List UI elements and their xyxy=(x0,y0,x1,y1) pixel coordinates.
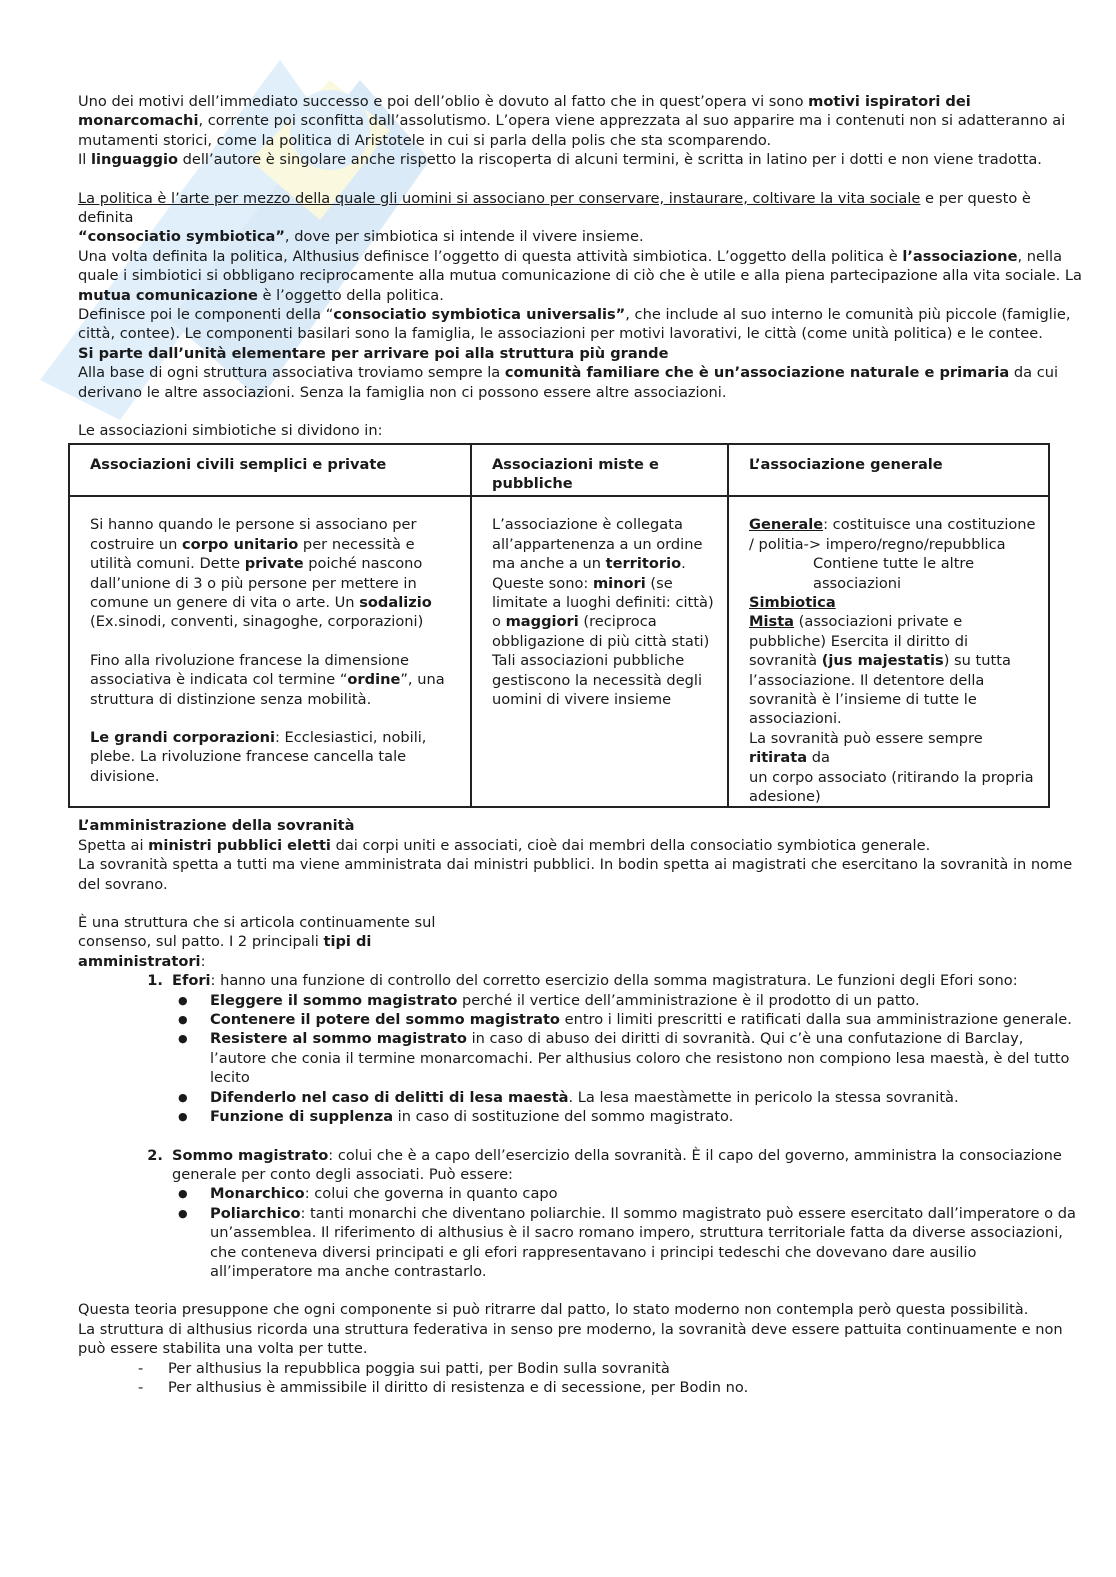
amministrazione-p2: La sovranità spetta a tutti ma viene amministrata dai ministri pubblici. In bodin spetta ai magistrati che esercitano la sovranità in nome del sovrano. xyxy=(78,856,1073,893)
list-item: - Per althusius è ammissibile il diritto di resistenza e di secessione, per Bodin no. xyxy=(168,1378,1083,1397)
document-page xyxy=(78,92,1083,1397)
list-item: ● Funzione di supplenza in caso di sostituzione del sommo magistrato. xyxy=(210,1107,1083,1126)
oggetto-paragraph: Una volta definita la politica, Althusius definisce l’oggetto di questa attività simbiotica. L’oggetto della politica è l’associazione, nella quale i simbiotici si obbligano reciprocamente alla mutua comunicazione di ciò che è utile e alla piena partecipazione alla vita sociale. La mutua comunicazione è l’oggetto della politica. xyxy=(78,247,1082,304)
amministratori-list xyxy=(78,971,1083,1281)
associations-table xyxy=(68,443,1050,809)
unita-heading: Si parte dall’unità elementare per arrivare poi alla struttura più grande xyxy=(78,344,669,362)
divisione-line: Le associazioni simbiotiche si dividono in: xyxy=(78,422,383,440)
header-civili: Associazioni civili semplici e private xyxy=(69,444,471,497)
componenti-paragraph: Definisce poi le componenti della “consociatio symbiotica universalis”, che include al suo interno le comunità più piccole (famiglie, città, contee). Le componenti basilari sono la famiglia, le associazioni per motivi lavorativi, le città (come unità politica) e le contee. xyxy=(78,306,1071,343)
base-paragraph: Alla base di ogni struttura associativa troviamo sempre la comunità familiare che è un’associazione naturale e primaria da cui derivano le altre associazioni. Senza la famiglia non ci possono essere altre associazioni. xyxy=(78,364,1059,401)
cell-miste: L’associazione è collegata all’appartenenza a un ordine ma anche a un territorio. Queste sono: minori (se limitate a luoghi definiti: città) o maggiori (reciproca obbligazione di più città stati) Tali associazioni pubbliche gestiscono la necessità degli uomini di vivere insieme xyxy=(471,496,728,807)
list-item: ● Resistere al sommo magistrato in caso di abuso dei diritti di sovranità. Qui c’è una confutazione di Barclay, l’autore che conia il termine monarcomachi. Per althusius coloro che resistono non compiono lesa maestà, è del tutto lecito xyxy=(210,1029,1083,1087)
amministrazione-p3: È una struttura che si articola continuamente sul consenso, sul patto. I 2 principali tipi di amministratori: xyxy=(78,914,436,970)
list-item: ● Poliarchico: tanti monarchi che diventano poliarchie. Il sommo magistrato può essere esercitato dall’imperatore o da un’assemblea. Il riferimento di althusius è il sacro romano impero, struttura territoriale fatta da diverse associazioni, che conteneva diversi principati e gli efori rappresentavano i principi tedeschi che dovevano dare ausilio all’imperatore ma anche contrastarlo. xyxy=(210,1204,1083,1282)
politica-definition: La politica è l’arte per mezzo della quale gli uomini si associano per conservare, instaurare, coltivare la vita sociale e per questo è definita xyxy=(78,189,1031,227)
intro-paragraph-1: Uno dei motivi dell’immediato successo e poi dell’oblio è dovuto al fatto che in quest’opera vi sono motivi ispiratori dei monarcomachi, corrente poi sconfitta dall’assolutismo. L’opera viene apprezzata al suo apparire ma i contenuti non si adatteranno ai mutamenti storici, come la politica di Aristotele in cui si parla della polis che sta scomparendo. xyxy=(78,93,1066,149)
cell-civili: Si hanno quando le persone si associano per costruire un corpo unitario per necessità e utilità comuni. Dette private poiché nascono dall’unione di 3 o più persone per mettere in comune un genere di vita o arte. Un sodalizio (Ex.sinodi, conventi, sinagoghe, corporazioni) Fino alla rivoluzione francese la dimensione associativa è indicata col termine “ordine”, una struttura di distinzione senza mobilità. Le grandi corporazioni: Ecclesiastici, nobili, plebe. La rivoluzione francese cancella tale divisione. xyxy=(69,496,471,807)
header-miste: Associazioni miste e pubbliche xyxy=(471,444,728,497)
list-item-sommo: 2. Sommo magistrato: colui che è a capo dell’esercizio della sovranità. È il capo del governo, amministra la consociazione generale per conto degli associati. Può essere: ● Monarchico: colui che governa in quanto capo ● Poliarchico: tanti monarchi che diventano poliarchie. Il sommo magistrato può essere esercitato dall’imperatore o da un’assemblea. Il riferimento di althusius è il sacro romano impero, struttura territoriale fatta da diverse associazioni, che conteneva diversi principati e gli efori rappresentavano i principi tedeschi che dovevano dare ausilio all’imperatore ma anche contrastarlo. xyxy=(168,1146,1083,1282)
header-generale: L’associazione generale xyxy=(728,444,1049,497)
list-item: ● Eleggere il sommo magistrato perché il vertice dell’amministrazione è il prodotto di un patto. xyxy=(210,991,1083,1010)
efori-functions xyxy=(172,991,1083,1127)
sommo-types xyxy=(172,1184,1083,1281)
consociatio-line: “consociatio symbiotica”, dove per simbiotica si intende il vivere insieme. xyxy=(78,228,644,246)
list-item: ● Monarchico: colui che governa in quanto capo xyxy=(210,1184,1083,1203)
list-item-efori: 1. Efori: hanno una funzione di controllo del corretto esercizio della somma magistratura. Le funzioni degli Efori sono: ● Eleggere il sommo magistrato perché il vertice dell’amministrazione è il prodotto di un patto. ● Contenere il potere del sommo magistrato entro i limiti prescritti e ratificati dalla sua amministrazione generale. ● Resistere al sommo magistrato in caso di abuso dei diritti di sovranità. Qui c’è una confutazione di Barclay, l’autore che conia il termine monarcomachi. Per althusius coloro che resistono non compiono lesa maestà, è del tutto lecito ● Difenderlo nel caso di delitti di lesa maestà. La lesa maestàmette in pericolo la stessa sovranità. ● Funzione di supplenza in caso di sostituzione del sommo magistrato. xyxy=(168,971,1083,1145)
cell-generale: Generale: costituisce una costituzione / politia-> impero/regno/repubblica Contiene tutte le altre associazioni Simbiotica Mista (associazioni private e pubbliche) Esercita il diritto di sovranità (jus majestatis) su tutta l’associazione. Il detentore della sovranità è l’insieme di tutte le associazioni. La sovranità può essere sempre ritirata da un corpo associato (ritirando la propria adesione) xyxy=(728,496,1049,807)
intro-paragraph-2: Il linguaggio dell’autore è singolare anche rispetto la riscoperta di alcuni termini, è scritta in latino per i dotti e non viene tradotta. xyxy=(78,151,1042,169)
conclusion-p2: La struttura di althusius ricorda una struttura federativa in senso pre moderno, la sovranità deve essere pattuita continuamente e non può essere stabilita una volta per tutte. xyxy=(78,1320,1063,1358)
amministrazione-heading: L’amministrazione della sovranità xyxy=(78,817,355,835)
amministrazione-p1: Spetta ai ministri pubblici eletti dai corpi uniti e associati, cioè dai membri della consociatio symbiotica generale. xyxy=(78,836,931,854)
table-row xyxy=(69,496,1049,807)
conclusion-p1: Questa teoria presuppone che ogni componente si può ritrarre dal patto, lo stato moderno non contempla però questa possibilità. xyxy=(78,1301,1029,1319)
list-item: - Per althusius la repubblica poggia sui patti, per Bodin sulla sovranità xyxy=(168,1359,1083,1378)
list-item: ● Contenere il potere del sommo magistrato entro i limiti prescritti e ratificati dalla sua amministrazione generale. xyxy=(210,1010,1083,1029)
table-header-row xyxy=(69,444,1049,497)
comparison-list xyxy=(78,1359,1083,1398)
list-item: ● Difenderlo nel caso di delitti di lesa maestà. La lesa maestàmette in pericolo la stessa sovranità. xyxy=(210,1088,1083,1107)
